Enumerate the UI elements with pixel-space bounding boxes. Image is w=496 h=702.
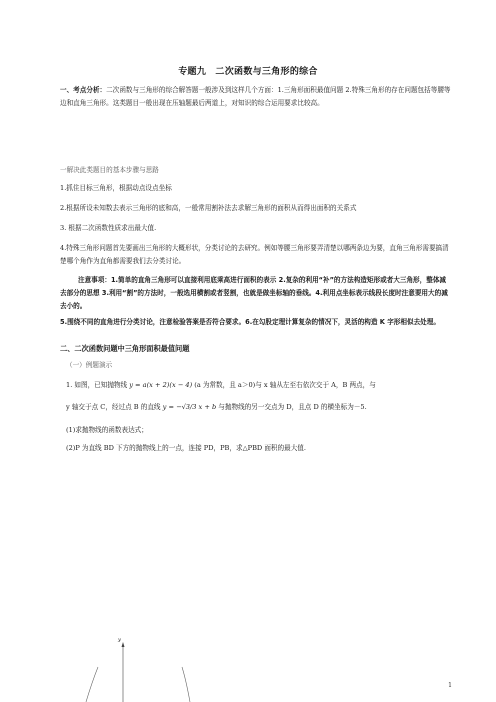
- notes-label: 注意事项：: [78, 276, 111, 284]
- q1-text-c: y 轴交于点 C，经过点 B 的直线: [66, 403, 163, 411]
- parabola-right-branch: [182, 667, 190, 702]
- question-1-part-2: (2)P 为直线 BD 下方的抛物线上的一点，连接 PD，PB，求△PBD 面积的最大值.: [66, 444, 306, 452]
- question-1-line-1: [66, 379, 456, 392]
- parabola-graph: [60, 632, 260, 702]
- notes-text-1: 1.简单的直角三角形可以直接利用底乘高进行面积的表示 2.复杂的利用“补”的方法构造矩形或者大三角形，整体减去部分的思想 3.利用“割”的方法时，一般选用横割或者竖割，也就是做坐标轴的垂线。4.利用点坐标表示线段长度时注意要用大的减去小的。: [60, 276, 448, 310]
- question-1-line-2: [66, 401, 456, 414]
- notes-paragraph-2: 5.围绕不同的直角进行分类讨论，注意检验答案是否符合要求。6.在勾股定理计算复杂的情况下，灵活的构造 K 字形相似去处理。: [60, 318, 440, 326]
- q1-parabola-formula: y = a(x + 2)(x − 4): [129, 381, 193, 389]
- question-1-part-1: (1)求抛物线的函数表达式；: [66, 426, 148, 434]
- q1-line-formula: y = −√3/3 x + b: [162, 403, 217, 411]
- q1-text-d: 与抛物线的另一交点为 D，且点 D 的横坐标为－5.: [216, 403, 367, 411]
- method-step-4: 4.特殊三角形问题首先要画出三角形的大概形状，分类讨论的去研究。例如等腰三角形要弄清楚以哪两条边为要，直角三角形需要搞清楚哪个角作为直角都需要我们去分类讨论。: [60, 244, 449, 265]
- q1-text-b: (a 为常数，且 a＞0)与 x 轴从左至右依次交于 A，B 两点，与: [192, 381, 376, 389]
- q1-text-a: 1. 如图，已知抛物线: [66, 381, 130, 389]
- section1-paragraph: [60, 84, 452, 110]
- notes-paragraph-1: [60, 274, 452, 313]
- section1-text: 二次函数与三角形的综合解答题一般涉及到这样几个方面：1.三角形面积最值问题 2.特殊三角形的存在问题包括等腰等边和直角三角形。这类题目一般出现在压轴题最后两道上，对知识的综合运用要求比较高。: [60, 86, 451, 107]
- page-title: 专题九 二次函数与三角形的综合: [178, 67, 318, 77]
- method-step-1: 1.抓住目标三角形，根据动点设点坐标: [60, 184, 172, 192]
- section2-heading: 二、二次函数问题中三角形面积最值问题: [60, 344, 190, 353]
- method-step-3: 3. 根据二次函数性质求出最大值.: [60, 224, 157, 232]
- section2-subheading: （一）例题演示: [66, 361, 113, 369]
- y-axis-arrow: [122, 642, 125, 647]
- page-number: 1: [448, 682, 452, 689]
- method-step-2: 2.根据所设未知数去表示三角形的底和高，一般常用割补法去求解三角形的面积从而得出面积的关系式: [60, 204, 357, 212]
- section1-label: 一、考点分析：: [60, 86, 107, 94]
- parabola-left-branch: [86, 667, 98, 702]
- method-intro: 一解决此类题目的基本步骤与思路: [60, 166, 159, 174]
- y-axis-label: y: [118, 637, 121, 643]
